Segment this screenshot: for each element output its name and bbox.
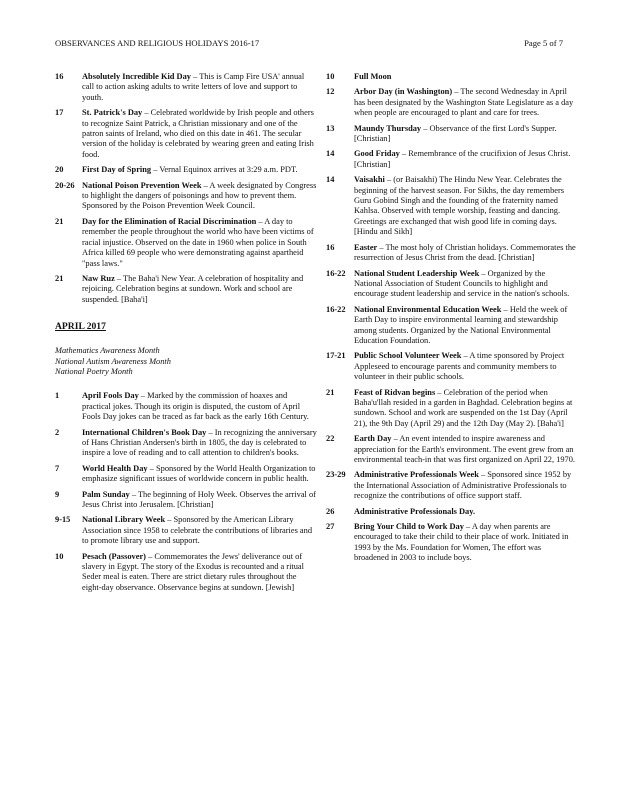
holiday-entry — [326, 87, 576, 118]
entry-body — [82, 274, 317, 305]
entry-body — [354, 175, 576, 237]
entry-description: – Sponsored by the World Health Organization to emphasize significant issues of worldwide concern in public health. — [82, 463, 316, 484]
month-observance: National Autism Awareness Month — [55, 356, 171, 366]
entry-date: 17-21 — [326, 351, 346, 361]
entry-date: 27 — [326, 522, 335, 532]
entry-description: – Sponsored by the American Library Association since 1958 to celebrate the contributions of libraries and to promote library use and support. — [82, 515, 313, 546]
month-observance: Mathematics Awareness Month — [55, 346, 160, 356]
entry-title: International Children's Book Day — [82, 427, 207, 437]
entry-body — [82, 165, 317, 175]
holiday-entry — [326, 305, 576, 347]
entry-title: Absolutely Incredible Kid Day — [82, 72, 191, 81]
entry-description: – The most holy of Christian holidays. Commemorates the resurrection of Jesus Christ from the dead. [Christian] — [354, 242, 576, 263]
entry-description: – The Baha'i New Year. A celebration of hospitality and rejoicing. Celebration begins at sundown. Work and school are suspended. [Baha'i] — [82, 273, 304, 304]
entry-date: 10 — [55, 551, 64, 561]
entry-description: – Celebrated worldwide by Irish people and others to recognize Saint Patrick, a Christian missionary and one of the patron saints of Ireland, who died on this date in 461. The secular version of the holiday is celebrated by wearing green and eating Irish food. — [82, 108, 314, 159]
entry-date: 7 — [55, 463, 60, 473]
entry-title: Public School Volunteer Week — [354, 351, 462, 361]
entry-date: 16 — [326, 242, 335, 252]
entry-description: – A time sponsored by Project Appleseed to encourage parents and community members to volunteer in their public schools. — [354, 351, 565, 382]
entry-body — [82, 428, 317, 459]
holiday-entry — [55, 552, 317, 594]
holiday-entry — [55, 108, 317, 160]
holiday-entry — [326, 388, 576, 430]
entry-body — [354, 243, 576, 264]
entry-body — [354, 149, 576, 170]
entry-title: First Day of Spring — [82, 165, 152, 175]
holiday-entry — [55, 515, 317, 546]
entry-body — [82, 464, 317, 485]
holiday-entry — [326, 124, 576, 145]
entry-title: National Library Week — [82, 515, 166, 525]
entry-title: Easter — [354, 242, 378, 252]
entry-title: Maundy Thursday — [354, 123, 422, 133]
entry-date: 21 — [55, 216, 64, 226]
holiday-entry — [55, 428, 317, 459]
month-observance: National Poetry Month — [55, 366, 133, 376]
holiday-entry — [326, 269, 576, 300]
entry-date: 22 — [326, 434, 335, 444]
april-observance-months — [55, 346, 317, 377]
holiday-entry — [55, 391, 317, 422]
entry-date: 14 — [326, 175, 335, 185]
entry-date: 16 — [55, 72, 64, 81]
document-title: OBSERVANCES AND RELIGIOUS HOLIDAYS 2016-17 — [55, 38, 260, 48]
entry-date: 1 — [55, 391, 60, 401]
entry-date: 23-29 — [326, 470, 346, 480]
entry-body — [354, 124, 576, 145]
holiday-entry — [55, 490, 317, 511]
entry-body — [354, 470, 576, 501]
entry-date: 14 — [326, 149, 335, 159]
entry-date: 12 — [326, 87, 335, 97]
entry-title: Palm Sunday — [82, 489, 130, 499]
entry-title: Administrative Professionals Day. — [354, 506, 476, 516]
entry-description: – Observance of the first Lord's Supper. [Christian] — [354, 123, 557, 144]
entry-body — [354, 87, 576, 118]
holiday-entry — [326, 351, 576, 382]
entry-description: – Marked by the commission of hoaxes and practical jokes. Though its origin is disputed, the custom of April Fools Day jokes can be traced as far back as the early 16th Century. — [82, 391, 309, 422]
entry-body — [354, 351, 576, 382]
holiday-entry — [326, 243, 576, 264]
entry-description: – Sponsored since 1952 by the International Association of Administrative Professionals to recognize the contributions of office support staff. — [354, 470, 572, 501]
entry-title: Good Friday — [354, 149, 400, 159]
entry-description: – In recognizing the anniversary of Hans Christian Andersen's birth in 1805, the day is celebrated to inspire a love of reading and to call attention to children's books. — [82, 427, 317, 458]
entry-body — [82, 391, 317, 422]
entry-description: – A day to remember the people throughout the world who have been victims of racial injustice. Observed on the date in 1960 when police in South Africa killed 69 people who were demonstrating against apartheid "pass laws." — [82, 216, 314, 268]
entry-date: 17 — [55, 108, 64, 118]
entry-date: 9-15 — [55, 515, 71, 525]
entry-title: Naw Ruz — [82, 273, 115, 283]
holiday-entry — [55, 181, 317, 212]
holiday-entry — [55, 464, 317, 485]
entry-body — [354, 522, 576, 564]
entry-description: – Organized by the National Association of Student Councils to highlight and encourage student leadership and service in the nation's schools. — [354, 268, 570, 299]
section-title-april: APRIL 2017 — [55, 321, 106, 333]
entry-title: St. Patrick's Day — [82, 108, 143, 118]
entry-description: – A day when parents are encouraged to take their child to their place of work. Initiated in 1993 by the Ms. Foundation for Women, The effort was broadened in 2003 to include boys. — [354, 522, 569, 563]
entry-title: National Environmental Education Week — [354, 304, 502, 314]
entry-title: Feast of Ridvan begins — [354, 387, 436, 397]
entry-date: 21 — [326, 387, 335, 397]
holiday-entry — [326, 149, 576, 170]
entry-body — [82, 181, 317, 212]
entry-body — [354, 507, 576, 517]
holiday-entry — [326, 175, 576, 237]
entry-title: National Poison Prevention Week — [82, 180, 202, 190]
entry-body — [82, 490, 317, 511]
entry-date: 16-22 — [326, 304, 346, 314]
page-number: Page 5 of 7 — [524, 38, 563, 48]
holiday-entry — [326, 507, 576, 517]
march-entries — [55, 72, 317, 305]
entry-description: – Remembrance of the crucifixion of Jesus Christ. [Christian] — [354, 149, 571, 169]
entry-date: 2 — [55, 427, 60, 437]
holiday-entry — [55, 72, 317, 103]
entry-title: Full Moon — [354, 72, 392, 81]
holiday-entry — [326, 434, 576, 465]
entry-title: Vaisakhi — [354, 175, 385, 185]
entry-body — [354, 269, 576, 300]
entry-body — [354, 388, 576, 430]
entry-title: April Fools Day — [82, 391, 139, 401]
entry-date: 13 — [326, 123, 335, 133]
holiday-entry — [55, 165, 317, 175]
entry-description: – Celebration of the period when Baha'u'llah resided in a garden in Baghdad. Celebration begins at sundown. School and work are suspended on the 1st Day (April 21), the 9th Day (April 29) and the 12th Day (May 2). [Baha'i] — [354, 387, 573, 428]
entry-description: – The second Wednesday in April has been designated by the Washington State Legislature as a day when people are encouraged to plant and care for trees. — [354, 87, 574, 118]
page-header — [55, 38, 563, 52]
entry-body — [82, 552, 317, 594]
entry-title: Day for the Elimination of Racial Discrimination — [82, 216, 257, 226]
entry-description: – Commemorates the Jews' deliverance out of slavery in Egypt. The story of the Exodus is recounted and a ritual Seder meal is eaten. There are strict dietary rules throughout the eight-day observance. Observance begins at sundown. [Jewish] — [82, 551, 304, 592]
entry-body — [82, 108, 317, 160]
entry-body — [354, 72, 576, 82]
holiday-entry — [55, 274, 317, 305]
holiday-entry — [326, 522, 576, 564]
entry-date: 21 — [55, 273, 64, 283]
entry-date: 16-22 — [326, 268, 346, 278]
entry-description: – (or Baisakhi) The Hindu New Year. Celebrates the beginning of the harvest season. For Sikhs, the day remembers Guru Gobind Singh and the founding of the fraternity named Kahlsa. Observed with temple worship, feasting and dancing. Greetings are exchanged that wish good life in coming days. [Hindu and Sikh] — [354, 175, 565, 237]
entry-title: Arbor Day (in Washington) — [354, 87, 453, 97]
april-entries-left — [55, 391, 317, 593]
holiday-entry — [326, 470, 576, 501]
entry-description: – An event intended to inspire awareness and appreciation for the Earth's environment. The event grew from an environmental teach-in that was first organized on April 22, 1970. — [354, 434, 576, 464]
holiday-entry — [326, 72, 576, 82]
entry-date: 20 — [55, 165, 64, 175]
entry-body — [82, 72, 317, 103]
entry-description: – A week designated by Congress to highlight the dangers of poisonings and how to prevent them. Sponsored by the Poison Prevention Week Council. — [82, 180, 317, 211]
right-column — [326, 72, 576, 569]
entry-title: National Student Leadership Week — [354, 268, 480, 278]
entry-title: Earth Day — [354, 434, 392, 444]
left-column — [55, 72, 317, 598]
entry-title: World Health Day — [82, 463, 148, 473]
entry-body — [82, 217, 317, 269]
entry-title: Bring Your Child to Work Day — [354, 522, 464, 532]
entry-date: 10 — [326, 72, 335, 81]
entry-title: Pesach (Passover) — [82, 551, 146, 561]
entry-description: – The beginning of Holy Week. Observes the arrival of Jesus Christ into Jerusalem. [Christian] — [82, 489, 316, 509]
entry-description: – Held the week of Earth Day to inspire environmental learning and stewardship among students. Organized by the National Environmental Education Foundation. — [354, 304, 568, 345]
entry-body — [82, 515, 317, 546]
entry-title: Administrative Professionals Week — [354, 470, 479, 480]
entry-body — [354, 434, 576, 465]
entry-date: 9 — [55, 489, 60, 499]
entry-description: – This is Camp Fire USA' annual call to action asking adults to write letters of love and support to youth. — [82, 72, 305, 102]
entry-date: 26 — [326, 506, 335, 516]
april-entries-right — [326, 72, 576, 564]
entry-description: – Vernal Equinox arrives at 3:29 a.m. PDT. — [151, 165, 298, 175]
holiday-entry — [55, 217, 317, 269]
entry-date: 20-26 — [55, 180, 75, 190]
entry-body — [354, 305, 576, 347]
